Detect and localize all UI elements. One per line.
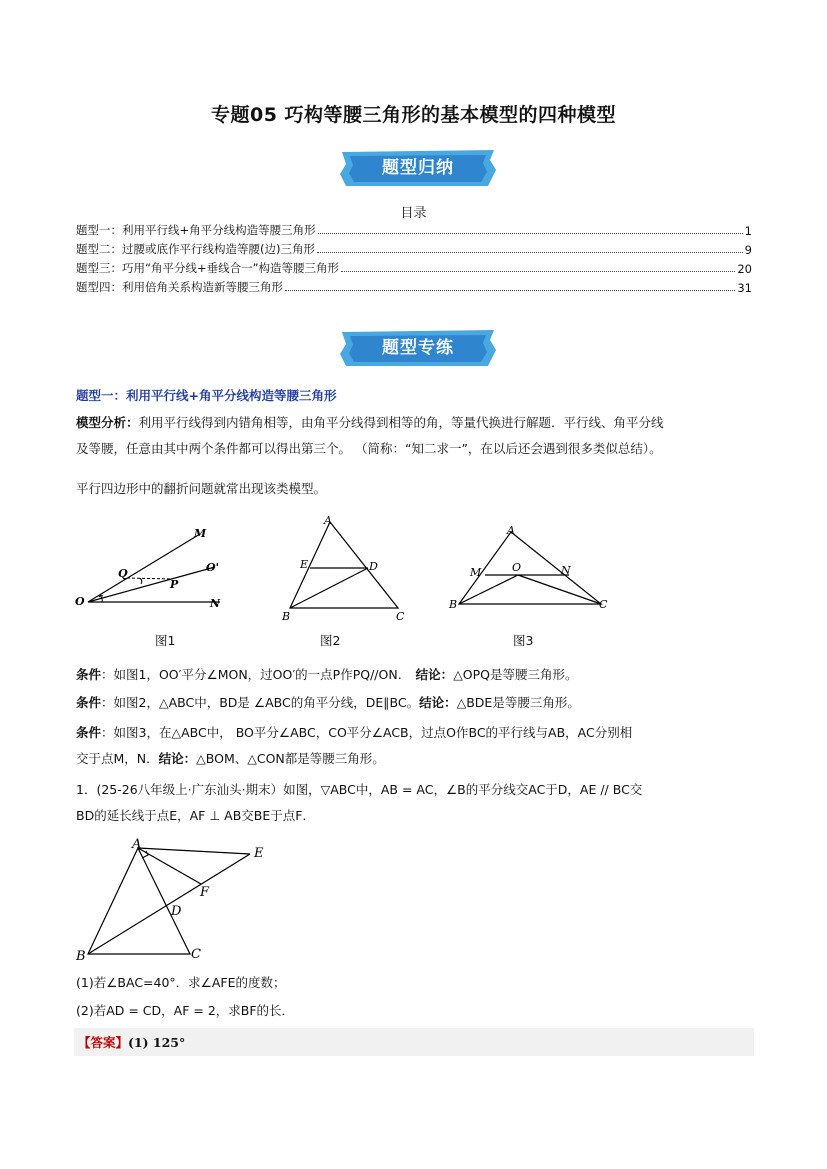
conclusion-3-label: 结论：	[158, 751, 197, 766]
page-title: 专题05 巧构等腰三角形的基本模型的四种模型	[210, 104, 617, 126]
analysis-line1: 利用平行线得到内错角相等，由角平分线得到相等的角，等量代换进行解题．平行线、角平分线	[138, 415, 664, 430]
condition-2-body: ：如图2，△ABC中，BD是 ∠ABC的角平分线，DE∥BC。	[101, 695, 420, 710]
figure-1	[70, 522, 240, 617]
question-1: (1)若∠BAC=40°．求∠AFE的度数；	[76, 975, 286, 990]
toc-item-label: 题型二：过腰或底作平行线构造等腰(边)三角形	[76, 242, 315, 256]
fig4-label-A: A	[132, 837, 142, 852]
banner-practice-text: 题型专练	[382, 338, 454, 358]
fig3-label-A: A	[507, 524, 515, 537]
fig3-label-O: O	[512, 561, 522, 574]
toc-leader	[317, 252, 743, 253]
toc-leader	[318, 233, 743, 234]
toc-leader	[341, 271, 735, 272]
fig3-label-C: C	[599, 598, 608, 611]
toc-item-page: 1	[744, 224, 752, 238]
figure-2-caption: 图2	[320, 633, 341, 648]
fig3-label-B: B	[449, 598, 458, 611]
analysis-paragraph	[76, 410, 756, 462]
fig2-label-B: B	[282, 610, 291, 623]
answer-box	[74, 1028, 754, 1056]
toc-item-page: 9	[744, 243, 752, 257]
fig4-label-B: B	[76, 949, 86, 964]
figure-3	[445, 520, 615, 620]
figure-2	[280, 512, 410, 627]
fig2-label-A: A	[324, 514, 332, 527]
fig1-label-Q: Q	[118, 567, 128, 580]
condition-1-label: 条件	[76, 667, 102, 682]
conclusion-2-text: △BDE是等腰三角形。	[456, 695, 580, 710]
toc-item-label: 题型四：利用倍角关系构造新等腰三角形	[76, 280, 283, 294]
section-heading: 题型一：利用平行线+角平分线构造等腰三角形	[76, 388, 337, 403]
answer-tag: 【答案】	[78, 1035, 129, 1050]
model-note: 平行四边形中的翻折问题就常出现该类模型。	[76, 481, 327, 496]
fig3-label-N: N	[561, 564, 571, 577]
conclusion-3-text: △BOM、△CON都是等腰三角形。	[196, 751, 385, 766]
conclusion-2-label: 结论：	[419, 695, 457, 710]
toc-item[interactable]	[76, 222, 752, 238]
fig4-label-C: C	[191, 947, 201, 962]
fig3-label-M: M	[470, 566, 482, 579]
banner-summary-text: 题型归纳	[382, 158, 454, 178]
figure-3-caption: 图3	[513, 633, 534, 648]
condition-2	[76, 690, 756, 716]
question-2: (2)若AD = CD，AF = 2，求BF的长．	[76, 1003, 295, 1018]
fig1-label-O-prime: O'	[206, 561, 219, 574]
figure-4	[70, 836, 280, 966]
problem-1-stem	[76, 777, 756, 829]
condition-1-body: ：如图1，OO′平分∠MON，过OO′的一点P作PQ//ON.	[101, 667, 402, 682]
toc-leader	[285, 290, 735, 291]
fig2-label-C: C	[396, 610, 405, 623]
condition-3-line2: 交于点M，N．	[76, 751, 159, 766]
figure-1-caption: 图1	[155, 633, 176, 648]
fig1-label-P: P	[170, 578, 179, 591]
problem-1-line2: BD的延长线于点E，AF ⊥ AB交BE于点F．	[76, 808, 315, 823]
fig4-label-D: D	[171, 904, 182, 919]
analysis-line2: 及等腰，任意由其中两个条件都可以得出第三个。 （简称：“知二求一”，在以后还会遇到很多类似总结）。	[76, 441, 662, 456]
problem-1-line1: 1．(25-26八年级上·广东汕头·期末）如图，▽ABC中，AB = AC，∠B的平分线交AC于D，AE // BC交	[76, 782, 643, 797]
fig4-label-F: F	[200, 885, 210, 900]
condition-1	[76, 662, 756, 688]
conclusion-1-text: △OPQ是等腰三角形。	[453, 667, 578, 682]
fig4-label-E: E	[254, 846, 264, 861]
toc-title: 目录	[400, 206, 427, 221]
banner-summary	[338, 148, 498, 188]
toc-item-label: 题型一：利用平行线+角平分线构造等腰三角形	[76, 223, 316, 237]
answer-value: (1) 125°	[128, 1035, 186, 1050]
condition-3-line1: ：如图3，在△ABC中， BO平分∠ABC，CO平分∠ACB，过点O作BC的平行线与AB，AC分别相	[101, 725, 633, 740]
fig2-label-E: E	[300, 558, 309, 571]
toc-item[interactable]	[76, 279, 752, 295]
condition-2-label: 条件	[76, 695, 102, 710]
fig2-label-D: D	[369, 560, 378, 573]
toc-item-page: 20	[737, 262, 752, 276]
fig1-label-N: N	[210, 597, 221, 610]
fig1-label-O: O	[75, 595, 85, 608]
toc-item-label: 题型三：巧用“角平分线+垂线合一”构造等腰三角形	[76, 261, 340, 275]
fig1-label-M: M	[194, 527, 207, 540]
banner-practice	[338, 328, 498, 368]
toc-item-page: 31	[737, 281, 752, 295]
condition-3-label: 条件	[76, 725, 102, 740]
toc-item[interactable]	[76, 241, 752, 257]
condition-3	[76, 720, 756, 772]
toc-item[interactable]	[76, 260, 752, 276]
analysis-label: 模型分析：	[76, 415, 139, 430]
conclusion-1-label: 结论：	[415, 667, 454, 682]
